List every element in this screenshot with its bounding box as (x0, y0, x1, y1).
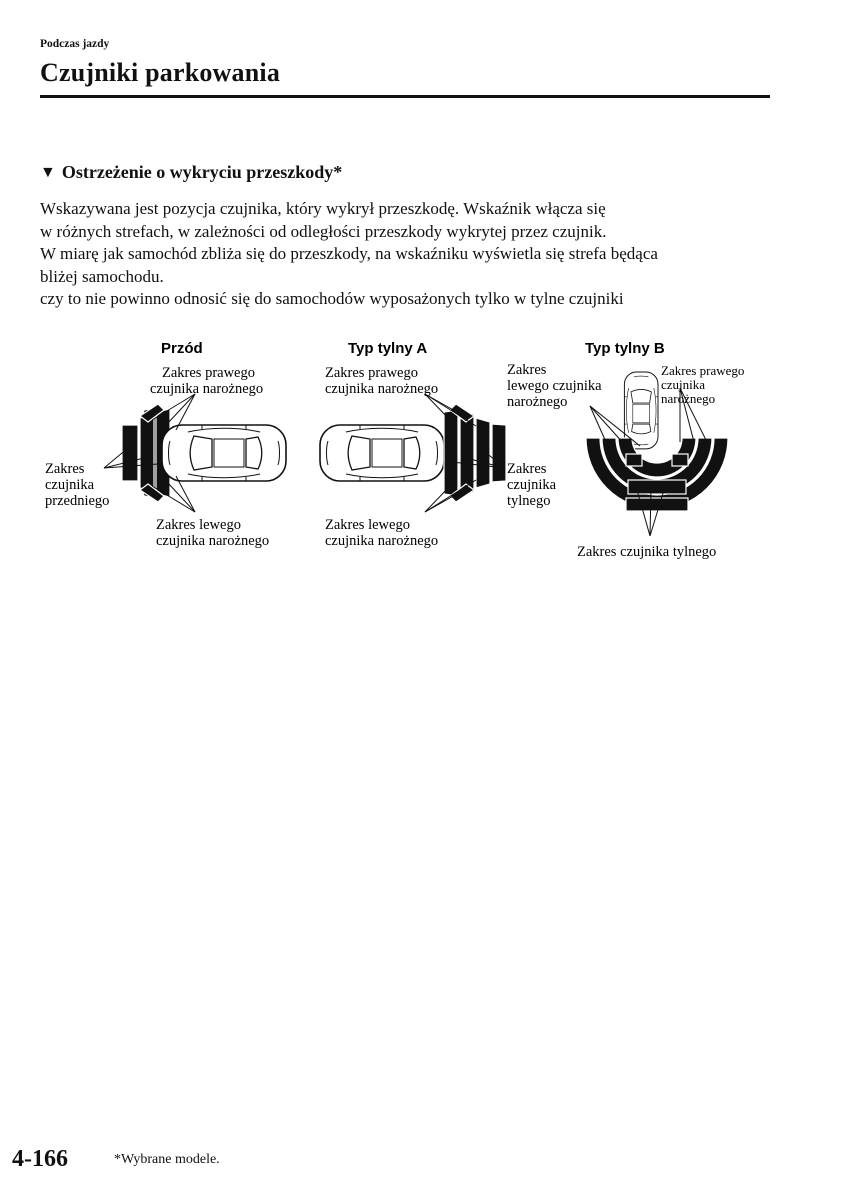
front-right-corner-label-line2: czujnika narożnego (150, 381, 264, 397)
rear-a-sensor-zones (444, 404, 506, 502)
rear-a-left-corner-label-line1: Zakres lewego (325, 517, 410, 533)
front-title: Przód (161, 340, 203, 357)
front-center-label-line2: czujnika (45, 477, 95, 493)
rear-b-right-corner-label-line1: Zakres prawego (661, 363, 745, 378)
front-center-label-line1: Zakres (45, 461, 85, 477)
rear-b-right-corner-label-line3: narożnego (661, 391, 716, 406)
footnote: *Wybrane modele. (114, 1152, 220, 1167)
body-text (40, 198, 780, 311)
rear-a-title: Typ tylny A (348, 340, 428, 357)
rear-a-right-corner-label-line2: czujnika narożnego (325, 381, 439, 397)
front-center-label-line3: przedniego (45, 493, 110, 509)
body-line: bliżej samochodu. (40, 266, 164, 286)
page-number: 4-166 (12, 1146, 68, 1172)
rear-a-center-label-line2: czujnika (507, 477, 557, 493)
chapter-label: Podczas jazdy (40, 38, 110, 50)
body-line: w różnych strefach, w zależności od odległości przeszkody wykrytej przez czujnik. (40, 221, 607, 241)
rear-a-right-corner-label-line1: Zakres prawego (325, 365, 418, 381)
rear-b-rear-label: Zakres czujnika tylnego (577, 544, 717, 560)
section-heading (40, 162, 342, 183)
page-title: Czujniki parkowania (40, 58, 281, 87)
rear-a-center-label-line3: tylnego (507, 493, 551, 509)
rear-b-left-corner-label-line3: narożnego (507, 394, 568, 410)
rear-type-b-diagram (507, 340, 744, 560)
rear-b-left-corner-label-line1: Zakres (507, 362, 547, 378)
rear-b-title: Typ tylny B (585, 340, 665, 357)
parking-sensor-diagram (40, 330, 770, 565)
rear-a-center-label-line1: Zakres (507, 461, 547, 477)
front-view-diagram (45, 340, 286, 549)
front-left-corner-label-line1: Zakres lewego (156, 517, 241, 533)
rear-b-left-corner-label-line2: lewego czujnika (507, 378, 602, 394)
title-underline (40, 95, 770, 98)
body-line: czy to nie powinno odnosić się do samochodów wyposażonych tylko w tylne czujniki (40, 289, 624, 308)
front-left-corner-label-line2: czujnika narożnego (156, 533, 270, 549)
section-heading-text: Ostrzeżenie o wykryciu przeszkody* (61, 162, 343, 182)
rear-a-left-corner-label-line2: czujnika narożnego (325, 533, 439, 549)
rear-b-right-corner-label-line2: czujnika (661, 377, 706, 392)
front-right-corner-label-line1: Zakres prawego (162, 365, 255, 381)
body-line: Wskazywana jest pozycja czujnika, który wykrył przeszkodę. Wskaźnik włącza się (40, 199, 606, 218)
down-triangle-icon: ▼ (40, 163, 56, 181)
rear-b-sensor-zones (586, 438, 728, 511)
body-line: W miarę jak samochód zbliża się do przeszkody, na wskaźniku wyświetla się strefa będąca (40, 244, 658, 263)
